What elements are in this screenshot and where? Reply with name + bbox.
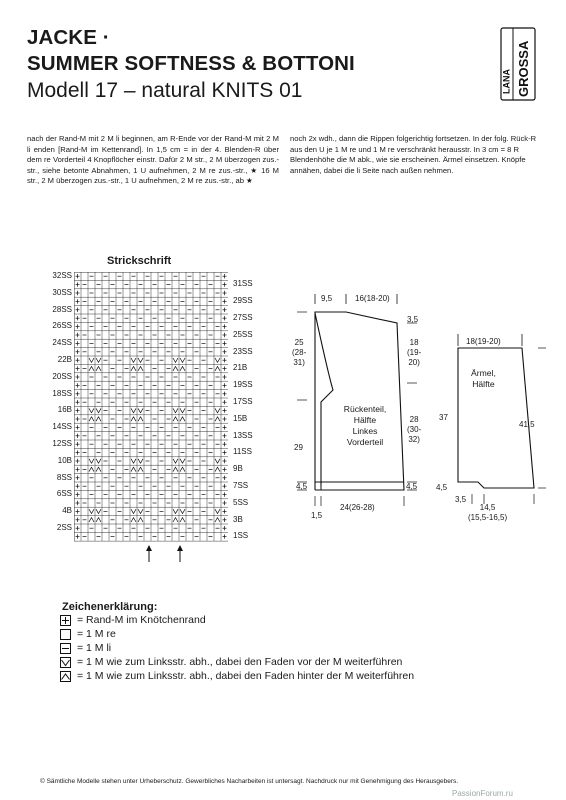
legend-item-edge-stitch [60, 614, 206, 626]
knitting-chart-grid [74, 272, 228, 557]
dim-back-top-width: 16(18-20) [355, 294, 390, 303]
back-panel-label: Rückenteil, Hälfte Linkes Vorderteil [343, 404, 387, 447]
subtitle: Modell 17 – natural KNITS 01 [27, 79, 303, 102]
row-label-right: 13SS [233, 430, 253, 440]
legend-title: Zeichenerklärung: [62, 601, 158, 613]
row-label-right: 25SS [233, 329, 253, 339]
dim-back-bottom-width: 24(26-28) [340, 503, 375, 512]
row-label-left: 18SS [52, 388, 72, 398]
row-label-left: 2SS [56, 523, 72, 532]
row-label-right: 31SS [233, 279, 253, 289]
row-label-left: 16B [57, 405, 72, 415]
edge-stitch-symbol-icon [60, 615, 71, 626]
row-label-left: 28SS [52, 304, 72, 314]
title-line-2: SUMMER SOFTNESS & BOTTONI [27, 52, 355, 75]
row-label-right: 19SS [233, 380, 253, 390]
chart-title: Strickschrift [107, 255, 172, 267]
row-label-right: 23SS [233, 346, 253, 356]
row-label-right: 15B [233, 413, 248, 423]
dim-sleeve-height-right: 41,5 [519, 420, 535, 429]
dim-back-armhole-left: 25 (28- 31) [292, 338, 307, 367]
dim-back-shoulder-drop: 3,5 [407, 315, 419, 324]
legend-text: = 1 M re [77, 628, 116, 640]
legend-item-slip-back [60, 670, 414, 682]
row-label-left: 30SS [52, 287, 72, 297]
dim-sleeve-bottom-width: 14,5 (15,5-16,5) [468, 503, 508, 522]
row-label-left: 12SS [52, 439, 72, 448]
dim-back-armhole-right: 18 (19- 20) [407, 338, 422, 367]
row-label-left: 26SS [52, 321, 72, 331]
slip-yarn-back-symbol-icon [60, 671, 71, 682]
dim-back-bottom-offset: 1,5 [311, 511, 323, 520]
row-label-right: 29SS [233, 296, 253, 306]
row-label-right: 11SS [233, 447, 252, 457]
dim-back-side-right: 28 (30- 32) [407, 415, 422, 444]
row-label-left: 24SS [52, 338, 72, 348]
sleeve-schematic [448, 290, 548, 530]
legend-text: = 1 M wie zum Linksstr. abh., dabei den Faden vor der M weiterführen [77, 656, 403, 668]
row-label-left: 10B [57, 455, 72, 465]
dim-back-side-left: 29 [294, 443, 303, 452]
row-label-left: 8SS [56, 472, 72, 482]
row-label-left: 4B [62, 506, 72, 516]
row-label-left: 22B [57, 355, 72, 364]
slip-yarn-front-symbol-icon [60, 657, 71, 668]
row-label-left: 32SS [52, 271, 72, 280]
legend-item-purl [60, 642, 111, 654]
row-label-right: 9B [233, 464, 243, 474]
row-label-right: 5SS [233, 497, 249, 507]
row-label-right: 21B [233, 363, 248, 373]
copyright-footer: © Sämtliche Modelle stehen unter Urheberschutz. Gewerbliches Nacharbeiten ist untersagt. Nachdruck nur mit Genehmigung des Herausgebers. [40, 778, 459, 785]
dim-sleeve-height-left: 37 [439, 413, 448, 422]
knit-symbol-icon [60, 629, 71, 640]
row-label-left: 6SS [56, 489, 72, 499]
body-text-column-1: nach der Rand-M mit 2 M li beginnen, am R-Ende vor der Rand-M mit 2 M li enden [Rand-M im Kettenrand]. In 1,5 cm = in der 4. Blenden-R über dem re Vorderteil 4 Knopflöcher einstr. Dafür 2 M str., 2 M überzogen zus.-str., siehe betonte Abnahmen, 1 U aufnehmen, 2 M re zus.-str., ★ 16 M str., 2 M überzogen zus.-str., 1 U aufnehmen, 2 M re zus.-str., ab ★ [27, 134, 279, 186]
row-label-right: 7SS [233, 481, 249, 490]
sleeve-label: Ärmel, Hälfte [471, 368, 496, 389]
row-label-left: 14SS [52, 422, 72, 432]
svg-text:LANA: LANA [501, 69, 512, 94]
watermark: PassionForum.ru [452, 789, 513, 798]
row-label-right: 27SS [233, 313, 253, 322]
purl-symbol-icon [60, 643, 71, 654]
row-label-right: 1SS [233, 531, 249, 541]
dim-sleeve-cuff-inset: 3,5 [455, 495, 467, 504]
svg-text:GROSSA: GROSSA [516, 40, 531, 97]
dim-back-hem-left: 4,5 [296, 482, 308, 491]
title-line-1: JACKE · [27, 26, 110, 49]
dim-back-shoulder: 9,5 [321, 294, 333, 303]
legend-item-knit [60, 628, 116, 640]
row-label-left: 20SS [52, 371, 72, 381]
legend-item-slip-front [60, 656, 402, 668]
legend-text: = Rand-M im Knötchenrand [77, 614, 206, 626]
legend-text: = 1 M li [77, 642, 112, 654]
dim-back-hem-right: 4,5 [406, 482, 418, 491]
body-text-column-2: noch 2x wdh., dann die Rippen folgerichtig fortsetzen. In der folg. Rück-R aus den U je 1 M re und 1 M re verschränkt herausstr. In 3 cm = 8 R Blendenhöhe die M abk., wie sie erscheinen. Ärmel einsetzen. Knöpfe annähen, dabei die li Seite nach außen nehmen. [290, 134, 537, 175]
row-label-right: 17SS [233, 397, 253, 406]
legend-text: = 1 M wie zum Linksstr. abh., dabei den Faden hinter der M weiterführen [77, 670, 415, 682]
repeat-arrows-icon [140, 544, 220, 564]
row-label-right: 3B [233, 514, 243, 524]
lana-grossa-logo [496, 24, 540, 104]
dim-sleeve-top-width: 18(19-20) [466, 337, 501, 346]
dim-sleeve-cuff-left: 4,5 [436, 483, 448, 492]
